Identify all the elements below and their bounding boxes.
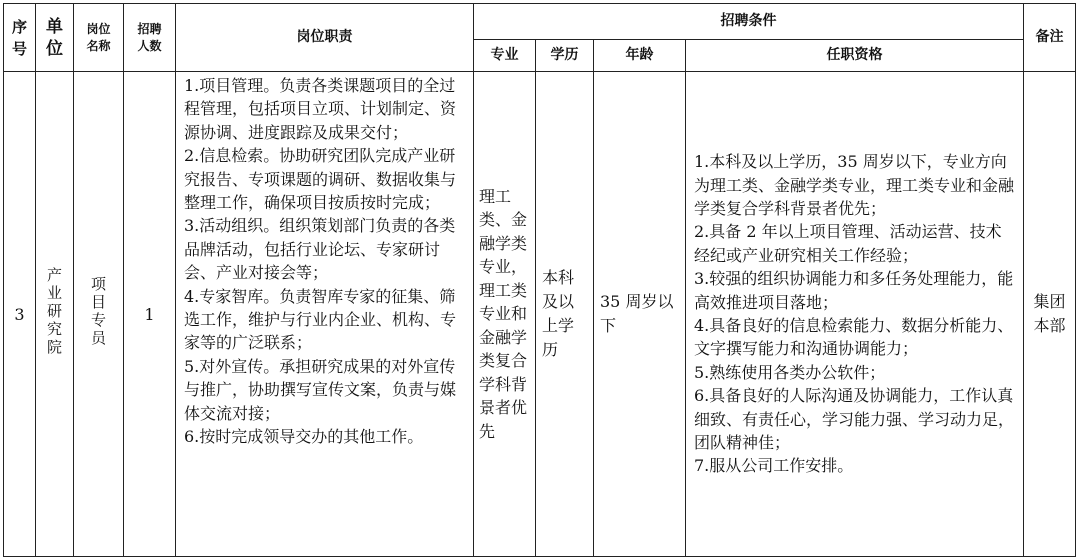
header-education: 学历 [536,40,594,72]
cell-post-name: 项目专员 [74,72,124,557]
qualification-item: 4.具备良好的信息检索能力、数据分析能力、文字撰写能力和沟通协调能力； [694,316,1014,359]
header-age: 年龄 [594,40,686,72]
header-major: 专业 [474,40,536,72]
header-duties: 岗位职责 [176,4,474,72]
header-unit: 单位 [36,4,74,72]
cell-headcount: 1 [124,72,176,557]
cell-remarks: 集团本部 [1024,72,1076,557]
cell-unit: 产业研究院 [36,72,74,557]
qualification-item: 6.具备良好的人际沟通及协调能力，工作认真细致、有责任心，学习能力强、学习动力足，团队精神佳； [694,386,1015,453]
qualification-item: 3.较强的组织协调能力和多任务处理能力，能高效推进项目落地； [694,269,1014,312]
qualification-item: 5.熟练使用各类办公软件； [694,362,886,382]
duty-item: 6.按时完成领导交办的其他工作。 [184,427,424,447]
duty-item: 5.对外宣传。承担研究成果的对外宣传与推广，协助撰写宣传文案，负责与媒体交流对接； [184,356,457,423]
header-headcount: 招聘人数 [124,4,176,72]
recruitment-table [3,3,1076,557]
cell-qualifications [686,72,1024,557]
cell-education: 本科及以上学历 [536,72,594,557]
qualification-item: 7.服从公司工作安排。 [694,456,854,476]
duty-item: 2.信息检索。协助研究团队完成产业研究报告、专项课题的调研、数据收集与整理工作，确保项目按质按时完成； [184,146,457,213]
header-post-name: 岗位名称 [74,4,124,72]
cell-duties [176,72,474,557]
duty-item: 4.专家智库。负责智库专家的征集、筛选工作，维护与行业内企业、机构、专家等的广泛联系； [184,286,457,353]
duty-item: 1.项目管理。负责各类课题项目的全过程管理，包括项目立项、计划制定、资源协调、进度跟踪及成果交付； [184,76,457,142]
qualification-item: 2.具备 2 年以上项目管理、活动运营、技术经纪或产业研究相关工作经验； [694,222,1002,265]
header-remarks: 备注 [1024,4,1076,72]
cell-age: 35 周岁以下 [594,72,686,557]
cell-major: 理工类、金融学类专业，理工类专业和金融学类复合学科背景者优先 [474,72,536,557]
cell-seq: 3 [4,72,36,557]
header-conditions: 招聘条件 [474,4,1024,40]
qualification-item: 1.本科及以上学历，35 周岁以下，专业方向为理工类、金融学类专业，理工类专业和金融学类复合学科背景者优先； [694,152,1015,218]
duty-item: 3.活动组织。组织策划部门负责的各类品牌活动，包括行业论坛、专家研讨会、产业对接会等； [184,216,456,283]
header-seq: 序号 [4,4,36,72]
header-qualifications: 任职资格 [686,40,1024,72]
